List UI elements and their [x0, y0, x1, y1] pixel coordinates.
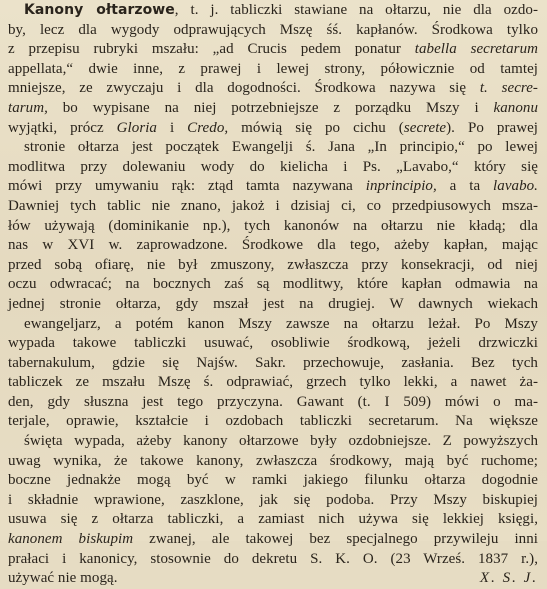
text-line [8, 60, 538, 80]
text-run: wypada takowe tabliczki usuwać, osobliwie środkową, jeżeli drzwiczki [8, 335, 538, 352]
text-run: uwag wynika, że takowe kanony, zwłaszcza środkowy, mają być ruchome; [8, 452, 538, 469]
italic-text: secrete [403, 119, 447, 136]
text-line [8, 158, 538, 178]
text-line [8, 40, 538, 60]
text-run: tabernakulum, gdzie się Najśw. Sakr. przechowuje, zasłania. Bez tych [8, 354, 538, 371]
text-line [8, 138, 538, 158]
text-run: wyjątki, prócz [8, 119, 117, 136]
text-line [8, 530, 538, 550]
text-line [8, 236, 538, 256]
text-run: a ta [436, 178, 494, 195]
text-line [8, 197, 538, 217]
text-run: tabliczek ze mszału Mszę ś. odprawiać, grzech tylko lekki, a nawet ża- [8, 374, 538, 391]
text-run: ). Po prawej [446, 119, 539, 136]
text-line [8, 491, 538, 511]
text-line [8, 334, 538, 354]
text-run: by, lecz dla wygody odprawujących Mszę śś. kapłanów. Środkowa tylko [8, 21, 538, 38]
italic-text: t. secre- [479, 80, 538, 97]
text-line [8, 373, 538, 393]
text-run: i składnie wprawione, zaszklone, jak się podoba. Przy Mszy biskupiej [8, 491, 538, 508]
text-run: den, gdy słuszna jest tego przyczyna. Gawant (t. I 509) mówi o ma- [8, 393, 538, 410]
text-run: używać nie mogą. [8, 570, 118, 587]
text-run: łów używają (dominikanie np.), tych kanonów na ołtarzu nie kładą; dla [8, 217, 538, 234]
text-line [8, 275, 538, 295]
text-run: terjale, oprawie, kształcie i ozdobach tabliczki secretarum. Na większe [8, 413, 538, 430]
encyclopedia-entry-kanony-oltarzowe [8, 1, 538, 589]
text-run: prałaci i kanonicy, stosownie do dekretu S. K. O. (23 Wrześ. 1837 r.), [8, 550, 538, 567]
text-line [8, 432, 538, 452]
text-run: , t. j. tabliczki stawiane na ołtarzu, nie dla ozdo- [174, 2, 538, 18]
text-run: przed sobą ofiarę, nie był zmuszony, zwłaszcza przy konsekracji, od niej [8, 256, 538, 273]
text-run: usuwa się z ołtarza tabliczki, a zamiast nich używa się lekkiej księgi, [8, 511, 538, 528]
text-run: oczu odwracać; na bocznych zaś są modlitwy, które kapłan odmawia na [8, 276, 538, 293]
text-run: ewangeljarz, a potém kanon Mszy zawsze na ołtarzu leżał. Po Mszy [24, 315, 538, 332]
italic-text: tarum, [8, 99, 48, 116]
text-line [8, 177, 538, 197]
text-line [8, 256, 538, 276]
text-run: święta wypada, ażeby kanony ołtarzowe były ozdobniejsze. Z powyższych [24, 433, 538, 450]
italic-text: inprincipio, [365, 178, 437, 195]
text-run: z przepisu rubryki mszału: „ad Crucis pedem ponatur [8, 41, 415, 58]
text-run: Dawniej tych tablic nie znano, jakoż i dzisiaj ci, co przedpiusowych mszа- [8, 197, 538, 214]
text-line [8, 354, 538, 374]
text-run: mniejsze, ze zwyczaju i dla dogodności. Środkowa nazywa się [8, 80, 480, 97]
italic-text: kanonu [493, 99, 538, 116]
text-line [8, 295, 538, 315]
text-run: modlitwa przy dolewaniu wody do kielicha i Ps. „Lavabo,“ który się [8, 158, 538, 175]
italic-text: kanonem biskupim [8, 531, 134, 548]
text-run: bo wypisane na niej potrzebniejsze z porządku Mszy i [47, 99, 494, 116]
italic-text: Credo, [187, 119, 229, 136]
text-run: mówi przy umywaniu rąk: ztąd tamta nazywana [8, 178, 366, 195]
italic-text: Gloria [116, 119, 157, 136]
italic-text: tabella secretarum [414, 41, 538, 58]
text-line [8, 315, 538, 335]
text-run: i [156, 119, 188, 136]
text-line [8, 1, 538, 21]
author-signature: X. S. J. [479, 570, 538, 587]
text-line [8, 217, 538, 237]
text-line [8, 119, 538, 139]
italic-text: lavabo. [493, 178, 538, 195]
text-line [8, 452, 538, 472]
text-line [8, 393, 538, 413]
text-run: zwanej, ale takowej bez specjalnego przywileju inni [133, 531, 538, 548]
text-line [8, 550, 538, 570]
text-run: appellata,“ dwie inne, z prawej i lewej strony, półowicznie od tamtej [8, 60, 538, 77]
text-run: boczne jednakże mogą być w ramki jakiego filunku ołtarza dogodnie [8, 472, 538, 489]
text-line [8, 79, 538, 99]
text-line [8, 412, 538, 432]
text-line [8, 510, 538, 530]
text-line [8, 21, 538, 41]
text-line [8, 99, 538, 119]
text-run: stronie ołtarza jest początek Ewangelji ś. Jana „In principio,“ po lewej [24, 139, 538, 156]
text-run: nas w XVI w. zaprowadzone. Środkowe dla tego, ażeby kapłan, mając [8, 237, 538, 254]
text-line [8, 471, 538, 491]
text-line [8, 569, 538, 589]
text-run: jednej stronie ołtarza, gdy mszał jest na drugiej. W dawnych wiekach [8, 295, 538, 312]
entry-headword: Kanony ołtarzowe [24, 2, 175, 18]
text-run: mówią się po cichu ( [228, 119, 404, 136]
